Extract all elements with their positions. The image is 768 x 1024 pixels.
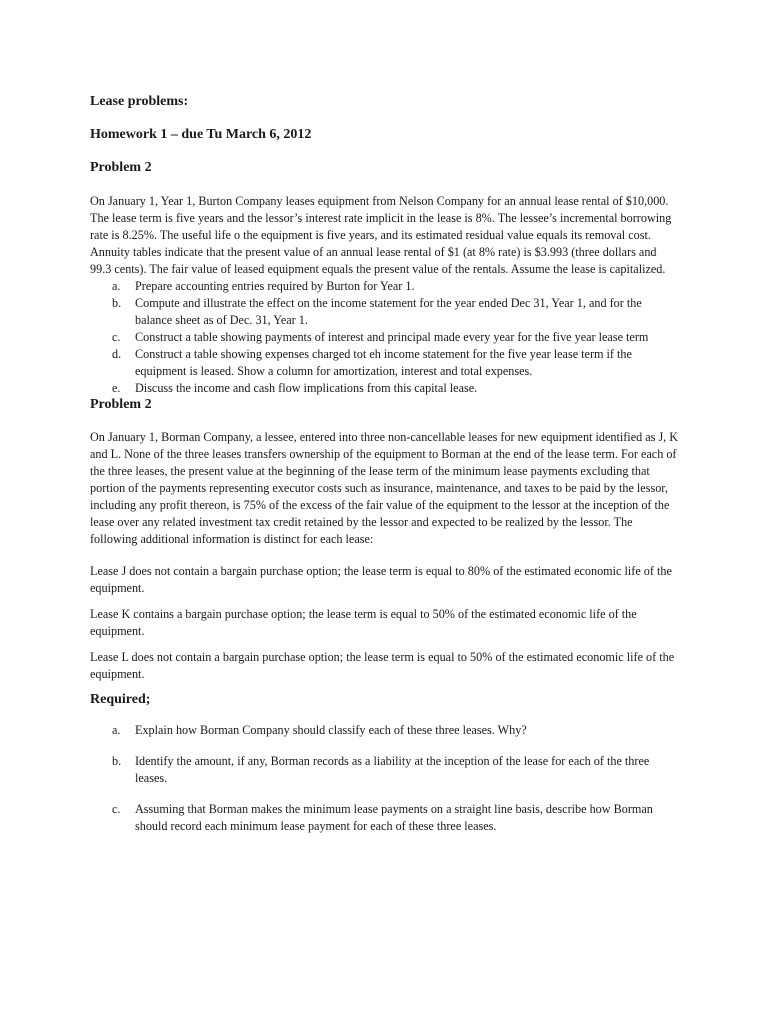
lease-l-paragraph: Lease L does not contain a bargain purchase option; the lease term is equal to 50% of the estimated economic life of the equipment. xyxy=(90,650,675,681)
list-marker: e. xyxy=(112,381,121,395)
list-marker: b. xyxy=(112,296,122,310)
list-item-text: Prepare accounting entries required by Burton for Year 1. xyxy=(135,279,415,293)
list-item xyxy=(90,346,680,380)
list-item xyxy=(90,329,680,346)
list-item-text: Identify the amount, if any, Borman records as a liability at the inception of the lease for each of the three leases. xyxy=(135,754,650,785)
list-item-text: Discuss the income and cash flow implications from this capital lease. xyxy=(135,381,478,395)
problem-2-section xyxy=(90,397,680,835)
problem-1-heading: Problem 2 xyxy=(90,160,152,175)
list-item-text: Assuming that Borman makes the minimum lease payments on a straight line basis, describe how Borman should record each minimum lease payment for each of these three leases. xyxy=(135,802,653,833)
list-item-text: Explain how Borman Company should classify each of these three leases. Why? xyxy=(135,723,527,737)
problem-1-task-list xyxy=(90,278,680,397)
list-marker: a. xyxy=(112,279,121,293)
document-page xyxy=(90,94,680,849)
problem-2-paragraph: On January 1, Borman Company, a lessee, entered into three non-cancellable leases for new equipment identified as J, K and L. None of the three leases transfers ownership of the equipment to Borman at the end of the lease term. For each of the three leases, the present value at the beginning of the lease term of the minimum lease payments excluding that portion of the payments representing executor costs such as insurance, maintenance, and taxes to be paid by the lessor, including any profit thereon, is 75% of the excess of the fair value of the equipment to the lessor at the inception of the lease over any related investment tax credit retained by the lessor and expected to be realized by the lessor. The following additional information is distinct for each lease: xyxy=(90,430,679,546)
lease-k-paragraph: Lease K contains a bargain purchase option; the lease term is equal to 50% of the estimated economic life of the equipment. xyxy=(90,607,637,638)
homework-heading: Homework 1 – due Tu March 6, 2012 xyxy=(90,127,312,142)
lease-j-paragraph: Lease J does not contain a bargain purchase option; the lease term is equal to 80% of the estimated economic life of the equipment. xyxy=(90,564,672,595)
list-item-text: Construct a table showing payments of interest and principal made every year for the five year lease term xyxy=(135,330,649,344)
list-marker: c. xyxy=(112,330,121,344)
list-marker: d. xyxy=(112,347,122,361)
list-item xyxy=(90,753,680,787)
list-marker: b. xyxy=(112,754,122,768)
list-item xyxy=(90,278,680,295)
list-item-text: Compute and illustrate the effect on the income statement for the year ended Dec 31, Year 1, and for the balance sheet as of Dec. 31, Year 1. xyxy=(135,296,642,327)
list-item xyxy=(90,722,680,739)
required-heading: Required; xyxy=(90,692,151,707)
list-marker: a. xyxy=(112,723,121,737)
list-marker: c. xyxy=(112,802,121,816)
list-item xyxy=(90,380,680,397)
document-title: Lease problems: xyxy=(90,94,189,109)
list-item xyxy=(90,295,680,329)
list-item-text: Construct a table showing expenses charged tot eh income statement for the five year lease term if the equipment is leased. Show a column for amortization, interest and total expenses. xyxy=(135,347,632,378)
problem-1-section xyxy=(90,160,680,397)
problem-2-task-list xyxy=(90,722,680,835)
problem-1-paragraph: On January 1, Year 1, Burton Company leases equipment from Nelson Company for an annual lease rental of $10,000. The lease term is five years and the lessor’s interest rate implicit in the lease is 8%. The lessee’s incremental borrowing rate is 8.25%. The useful life o the equipment is five years, and its estimated residual value equals its removal cost. Annuity tables indicate that the present value of an annual lease rental of $1 (at 8% rate) is $3.993 (three dollars and 99.3 cents). The fair value of leased equipment equals the present value of the rentals. Assume the lease is capitalized. xyxy=(90,194,672,276)
list-item xyxy=(90,801,680,835)
problem-2-heading: Problem 2 xyxy=(90,397,152,412)
